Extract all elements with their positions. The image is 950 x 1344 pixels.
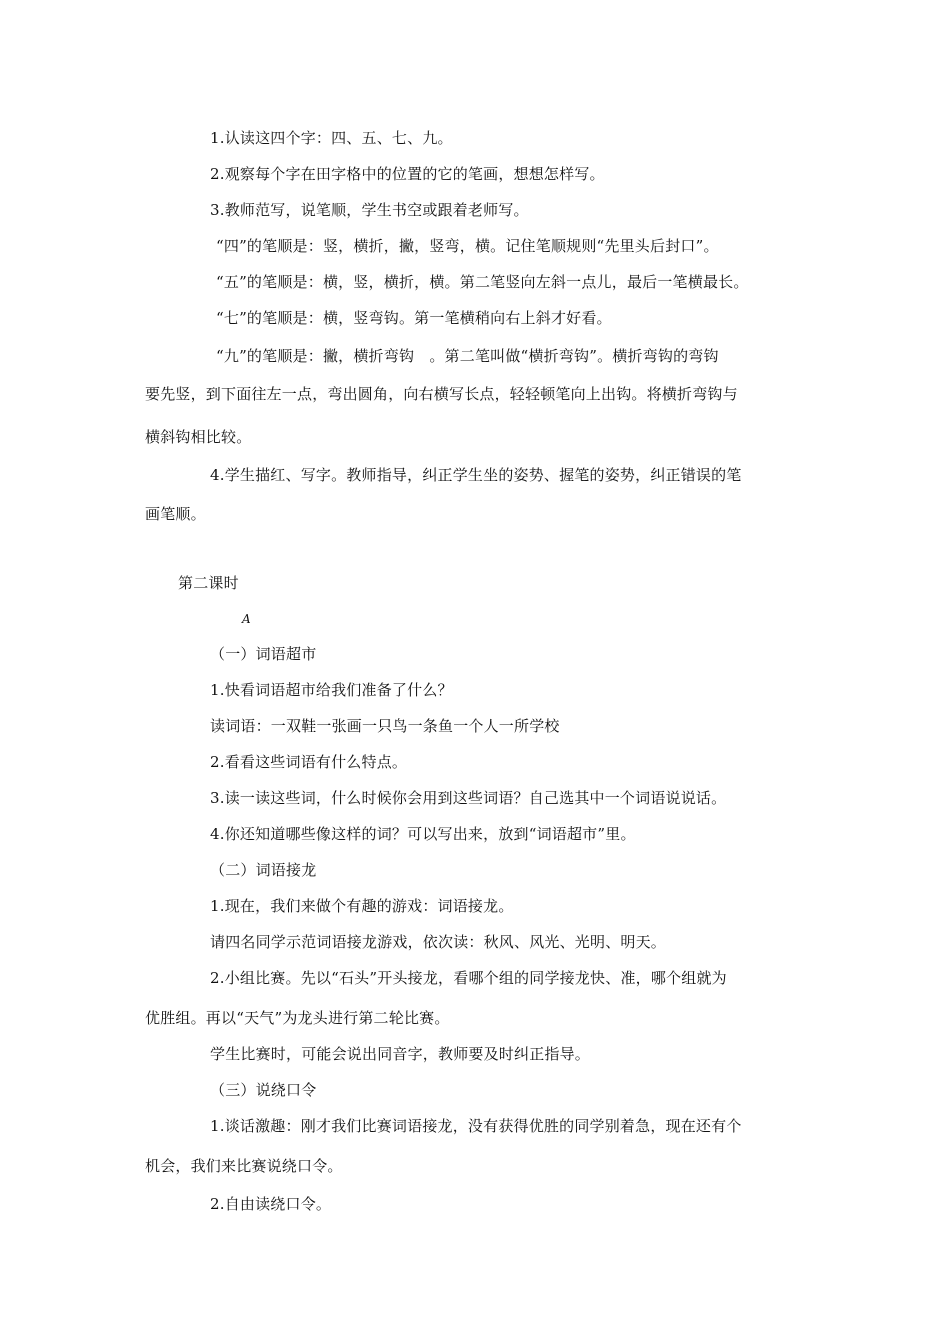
paragraph-stroke-five: “五”的笔顺是：横，竖，横折，横。第二笔竖向左斜一点儿，最后一笔横最长。 <box>216 273 749 291</box>
paragraph-read-four-chars: 1.认读这四个字：四、五、七、九。 <box>210 129 453 147</box>
paragraph-talk-line2: 机会，我们来比赛说绕口令。 <box>145 1157 343 1175</box>
paragraph-stroke-seven: “七”的笔顺是：横，竖弯钩。第一笔横稍向右上斜才好看。 <box>216 309 612 327</box>
section-word-chain-title: （二）词语接龙 <box>210 861 317 879</box>
paragraph-free-reading: 2.自由读绕口令。 <box>210 1195 332 1213</box>
mark-a: A <box>242 612 251 626</box>
paragraph-group-contest-line2: 优胜组。再以“天气”为龙头进行第二轮比赛。 <box>145 1009 450 1027</box>
paragraph-stroke-nine-line3: 横斜钩相比较。 <box>145 428 252 446</box>
paragraph-observe-strokes: 2.观察每个字在田字格中的位置的它的笔画，想想怎样写。 <box>210 165 605 183</box>
paragraph-stroke-four: “四”的笔顺是：竖，横折，撇，竖弯，横。记住笔顺规则“先里头后封口”。 <box>216 237 719 255</box>
paragraph-teacher-demo: 3.教师范写，说笔顺，学生书空或跟着老师写。 <box>210 201 529 219</box>
paragraph-group-contest-line1: 2.小组比赛。先以“石头”开头接龙，看哪个组的同学接龙快、准，哪个组就为 <box>210 969 727 987</box>
paragraph-read-words: 读词语：一双鞋一张画一只鸟一条鱼一个人一所学校 <box>210 717 560 735</box>
paragraph-word-chain-demo: 请四名同学示范词语接龙游戏，依次读：秋风、风光、光明、明天。 <box>210 933 667 951</box>
paragraph-stroke-nine-line2: 要先竖，到下面往左一点，弯出圆角，向右横写长点，轻轻顿笔向上出钩。将横折弯钩与 <box>145 385 738 403</box>
lesson-two-title: 第二课时 <box>178 574 239 592</box>
paragraph-stroke-nine-line1: “九”的笔顺是：撇，横折弯钩 。第二笔叫做“横折弯钩”。横折弯钩的弯钩 <box>216 347 719 365</box>
paragraph-word-features: 2.看看这些词语有什么特点。 <box>210 753 408 771</box>
paragraph-word-chain-game: 1.现在，我们来做个有趣的游戏：词语接龙。 <box>210 897 514 915</box>
paragraph-talk-line1: 1.谈话激趣：刚才我们比赛词语接龙，没有获得优胜的同学别着急，现在还有个 <box>210 1117 742 1135</box>
paragraph-use-words: 3.读一读这些词，什么时候你会用到这些词语？自己选其中一个词语说说话。 <box>210 789 727 807</box>
paragraph-more-words: 4.你还知道哪些像这样的词？可以写出来，放到“词语超市”里。 <box>210 825 636 843</box>
paragraph-correct-homophones: 学生比赛时，可能会说出同音字，教师要及时纠正指导。 <box>210 1045 591 1063</box>
paragraph-tracing-line2: 画笔顺。 <box>145 505 206 523</box>
section-tongue-twister-title: （三）说绕口令 <box>210 1081 317 1099</box>
paragraph-word-market-1: 1.快看词语超市给我们准备了什么？ <box>210 681 453 699</box>
section-word-market-title: （一）词语超市 <box>210 645 317 663</box>
paragraph-tracing-line1: 4.学生描红、写字。教师指导，纠正学生坐的姿势、握笔的姿势，纠正错误的笔 <box>210 466 742 484</box>
